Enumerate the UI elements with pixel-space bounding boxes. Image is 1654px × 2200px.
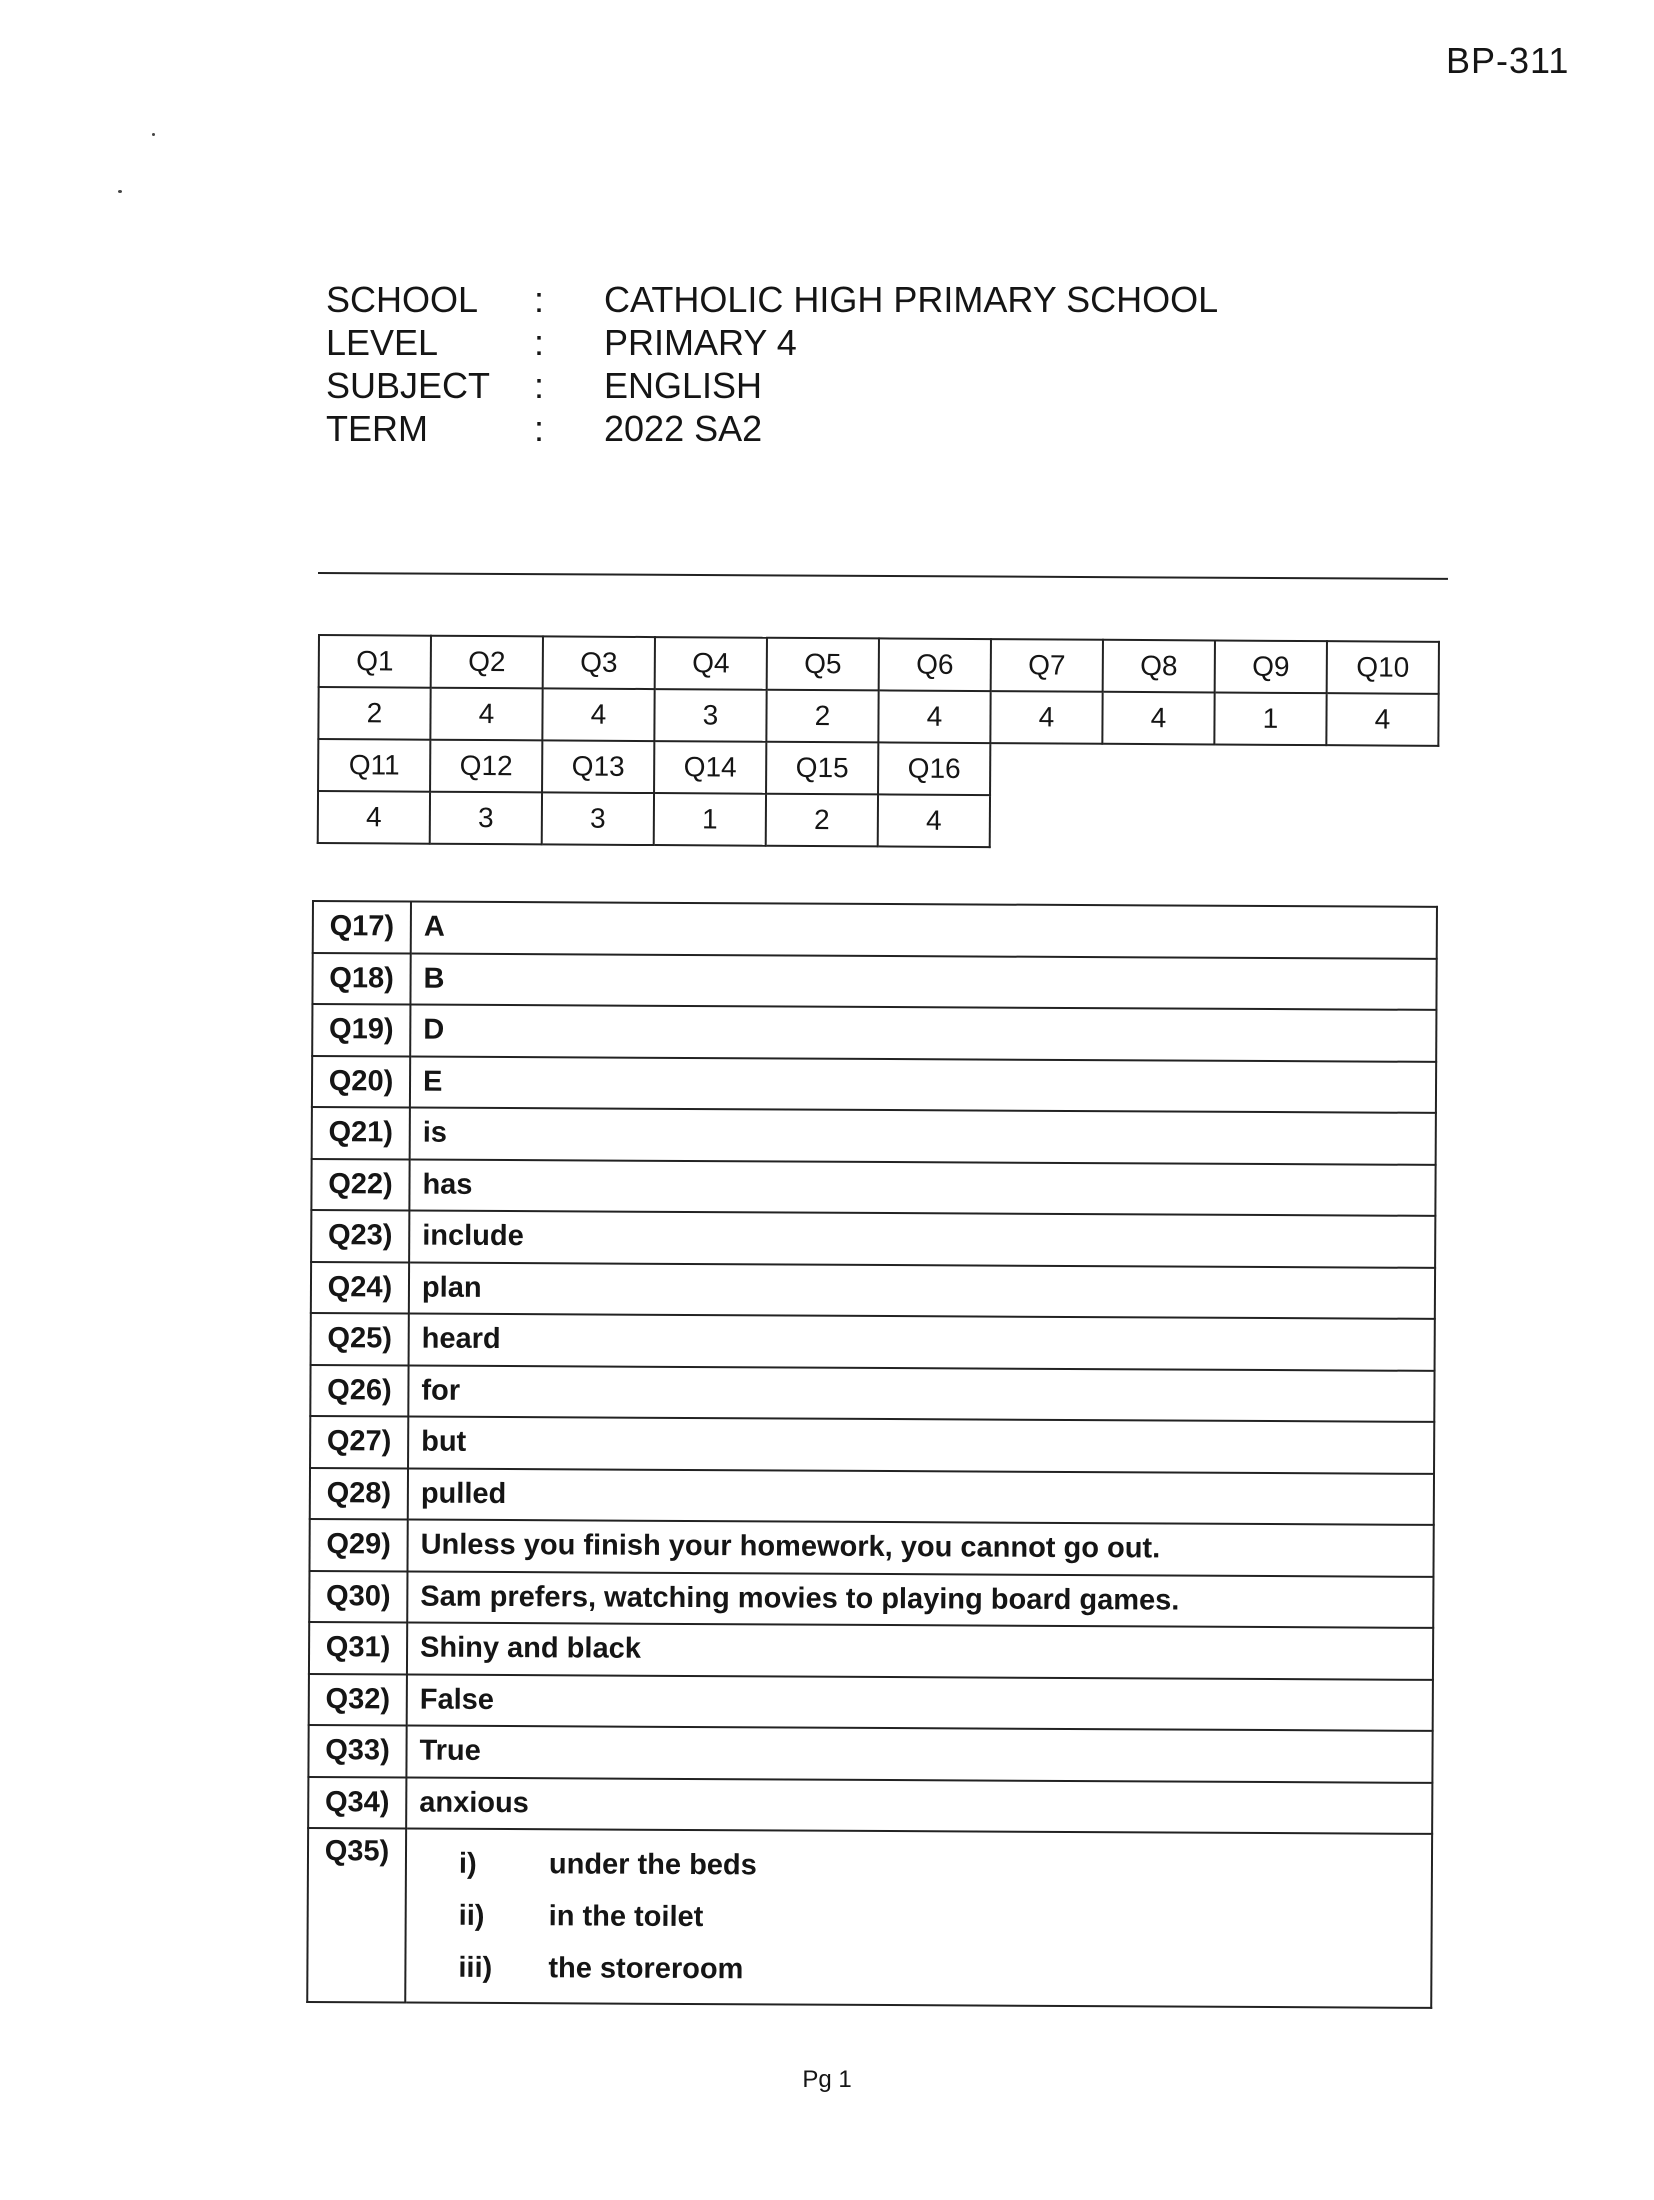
mcq-answer-cell: 4 — [1326, 693, 1438, 746]
mcq-answer-row — [318, 687, 1438, 746]
mcq-question-cell: Q7 — [991, 639, 1103, 692]
info-row-level — [326, 321, 1218, 364]
answer-text: B — [410, 953, 1436, 1010]
mcq-question-cell: Q9 — [1215, 640, 1327, 693]
info-label: SUBJECT — [326, 365, 491, 406]
question-number: Q20) — [312, 1056, 410, 1108]
info-separator: : — [534, 408, 545, 449]
question-number: Q22) — [311, 1159, 409, 1211]
mcq-question-cell: Q11 — [318, 739, 430, 792]
answer-row — [313, 901, 1437, 958]
sublist-text: the storeroom — [548, 1952, 744, 1986]
answer-row — [308, 1776, 1432, 1833]
info-separator: : — [534, 279, 545, 320]
answer-text: False — [407, 1674, 1433, 1731]
info-separator: : — [534, 365, 545, 406]
answer-sublist-cell — [405, 1829, 1432, 2008]
answer-row-q35 — [307, 1828, 1432, 2008]
sublist-numeral: iii) — [458, 1951, 493, 1984]
question-number: Q28) — [310, 1467, 408, 1519]
answer-row — [311, 1313, 1435, 1370]
mcq-answer-cell: 1 — [1214, 692, 1326, 745]
mcq-question-cell: Q13 — [542, 740, 654, 793]
mcq-answer-grid — [317, 634, 1440, 851]
answer-row — [312, 953, 1436, 1010]
answer-row — [310, 1364, 1434, 1421]
mcq-answer-cell: 3 — [542, 792, 654, 845]
answer-row — [310, 1416, 1434, 1473]
answer-text: pulled — [408, 1468, 1434, 1525]
mcq-answer-cell: 4 — [878, 794, 990, 847]
mcq-question-cell: Q3 — [543, 636, 655, 689]
question-number: Q30) — [309, 1570, 407, 1622]
answer-text: E — [410, 1056, 1436, 1113]
question-number: Q19) — [312, 1004, 410, 1056]
mcq-question-cell: Q10 — [1327, 641, 1439, 694]
question-number: Q33) — [308, 1725, 406, 1777]
mcq-answer-cell: 2 — [766, 690, 878, 743]
answer-text: heard — [409, 1314, 1435, 1371]
mcq-question-cell: Q1 — [319, 635, 431, 688]
info-separator: : — [534, 322, 545, 363]
info-value: CATHOLIC HIGH PRIMARY SCHOOL — [604, 279, 1219, 320]
question-number: Q29) — [309, 1519, 407, 1571]
answer-row — [311, 1159, 1435, 1216]
mcq-question-cell: Q5 — [767, 638, 879, 691]
answer-text: Sam prefers, watching movies to playing board games. — [407, 1571, 1433, 1628]
info-row-term — [326, 407, 1218, 450]
sublist-item — [458, 1942, 1418, 1999]
answer-text: for — [408, 1365, 1434, 1422]
answer-row — [312, 1056, 1436, 1113]
question-number: Q24) — [311, 1262, 409, 1314]
mcq-answer-row — [318, 791, 1438, 850]
answer-row — [311, 1210, 1435, 1267]
empty-cell — [990, 743, 1102, 796]
answer-text: True — [406, 1726, 1432, 1783]
exam-info-header — [326, 278, 1218, 450]
mcq-question-cell: Q16 — [878, 742, 990, 795]
info-value: ENGLISH — [604, 365, 763, 406]
mcq-question-cell: Q6 — [879, 638, 991, 691]
question-number: Q23) — [311, 1210, 409, 1262]
mcq-question-cell: Q14 — [654, 741, 766, 794]
info-value: 2022 SA2 — [604, 408, 763, 449]
mcq-answer-cell: 4 — [318, 791, 430, 844]
question-number: Q21) — [312, 1107, 410, 1159]
question-number: Q34) — [308, 1776, 406, 1828]
answer-row — [309, 1570, 1433, 1627]
answer-text: include — [409, 1211, 1435, 1268]
mcq-question-row — [319, 635, 1439, 694]
mcq-answer-cell: 4 — [430, 688, 542, 741]
mcq-answer-cell: 4 — [990, 691, 1102, 744]
answer-row — [311, 1262, 1435, 1319]
question-number: Q25) — [311, 1313, 409, 1365]
sublist-text: in the toilet — [548, 1900, 704, 1934]
answer-text: anxious — [406, 1777, 1432, 1834]
open-answer-table — [306, 900, 1438, 2009]
answer-text: Shiny and black — [407, 1623, 1433, 1680]
mcq-question-cell: Q12 — [430, 740, 542, 793]
scan-speck — [118, 190, 122, 193]
sublist-item — [459, 1890, 1419, 1947]
scan-speck — [152, 133, 155, 136]
page-number: Pg 1 — [802, 2066, 852, 2093]
empty-cell — [1214, 744, 1326, 797]
answer-row — [309, 1673, 1433, 1730]
sublist-numeral: i) — [458, 1847, 477, 1880]
empty-cell — [990, 795, 1102, 848]
mcq-answer-cell: 2 — [318, 687, 430, 740]
document-code: BP-311 — [1446, 40, 1570, 81]
question-number: Q31) — [309, 1622, 407, 1674]
info-row-subject — [326, 364, 1218, 407]
question-number: Q26) — [310, 1364, 408, 1416]
answer-row — [312, 1107, 1436, 1164]
answer-row — [310, 1467, 1434, 1524]
info-value: PRIMARY 4 — [604, 322, 797, 363]
empty-cell — [1102, 744, 1214, 797]
sublist-text: under the beds — [548, 1848, 757, 1882]
mcq-question-cell: Q2 — [431, 636, 543, 689]
mcq-question-row — [318, 739, 1438, 798]
answer-text: A — [411, 902, 1437, 959]
question-number: Q17) — [313, 901, 411, 953]
mcq-answer-cell: 1 — [654, 793, 766, 846]
answer-row — [309, 1519, 1433, 1576]
mcq-question-cell: Q15 — [766, 742, 878, 795]
answer-text: Unless you finish your homework, you cannot go out. — [407, 1520, 1433, 1577]
empty-cell — [1326, 797, 1438, 850]
divider-rule — [318, 572, 1448, 580]
answer-text: has — [409, 1159, 1435, 1216]
question-number: Q27) — [310, 1416, 408, 1468]
mcq-question-cell: Q4 — [655, 637, 767, 690]
info-row-school — [326, 278, 1218, 321]
answer-text: D — [410, 1005, 1436, 1062]
question-number: Q18) — [312, 953, 410, 1005]
sublist-numeral: ii) — [458, 1899, 485, 1932]
question-number: Q35) — [307, 1828, 406, 2003]
answer-text: plan — [409, 1262, 1435, 1319]
mcq-question-cell: Q8 — [1103, 640, 1215, 693]
answer-text: is — [410, 1108, 1436, 1165]
empty-cell — [1102, 796, 1214, 849]
answer-row — [309, 1622, 1433, 1679]
answer-row — [308, 1725, 1432, 1782]
info-label: SCHOOL — [326, 279, 479, 320]
mcq-answer-cell: 3 — [654, 689, 766, 742]
mcq-answer-cell: 2 — [766, 794, 878, 847]
mcq-answer-cell: 4 — [1102, 692, 1214, 745]
answer-text: but — [408, 1417, 1434, 1474]
empty-cell — [1214, 796, 1326, 849]
mcq-answer-cell: 3 — [430, 792, 542, 845]
answer-sublist — [418, 1830, 1419, 2007]
sublist-item — [459, 1838, 1419, 1895]
question-number: Q32) — [309, 1673, 407, 1725]
answer-row — [312, 1004, 1436, 1061]
info-label: TERM — [326, 408, 428, 449]
info-label: LEVEL — [326, 322, 439, 363]
mcq-answer-cell: 4 — [878, 690, 990, 743]
mcq-answer-cell: 4 — [542, 688, 654, 741]
empty-cell — [1326, 745, 1438, 798]
